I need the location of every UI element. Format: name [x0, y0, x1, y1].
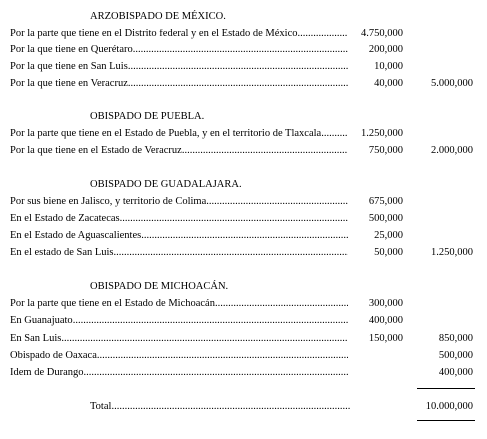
section-heading: OBISPADO DE MICHOACÁN.: [90, 281, 229, 292]
row-amount: 10,000: [374, 61, 403, 72]
row-label: En Guanajuato .....: [10, 316, 348, 327]
total-underline: [417, 420, 475, 421]
row-subtotal: 400,000: [438, 367, 473, 378]
ledger-row: [10, 368, 480, 380]
row-amount: 150,000: [368, 333, 403, 344]
row-label: Obispado de Oaxaca .....: [10, 351, 348, 362]
row-label: Por la parte que tiene en el Estado de Michoacán .....: [10, 299, 348, 310]
ledger-row: [10, 248, 480, 260]
row-amount: 4.750,000: [361, 28, 403, 39]
row-amount: 750,000: [368, 145, 403, 156]
row-label: En el Estado de Aguascalientes .....: [10, 231, 348, 242]
ledger-row: [10, 79, 480, 91]
row-amount: 675,000: [368, 196, 403, 207]
ledger-row: [10, 351, 480, 363]
sum-rule: [417, 388, 475, 389]
ledger-row: [10, 29, 480, 41]
section-heading: OBISPADO DE PUEBLA.: [90, 111, 205, 122]
row-subtotal: 500,000: [438, 350, 473, 361]
row-amount: 40,000: [374, 78, 403, 89]
row-amount: 300,000: [368, 298, 403, 309]
row-amount: 25,000: [374, 230, 403, 241]
row-label: Por la parte que tiene en el Estado de Puebla, y en el territorio de Tlaxcala .....: [10, 129, 348, 140]
row-subtotal: 850,000: [438, 333, 473, 344]
row-amount: 50,000: [374, 247, 403, 258]
ledger-row: [10, 197, 480, 209]
ledger-row: [10, 231, 480, 243]
section-heading: ARZOBISPADO DE MÉXICO.: [90, 11, 226, 22]
row-label: Idem de Durango .....: [10, 368, 348, 379]
ledger-row: [10, 129, 480, 141]
row-label: En San Luis .....: [10, 334, 348, 345]
row-subtotal: 2.000,000: [431, 145, 473, 156]
row-subtotal: 5.000,000: [431, 78, 473, 89]
row-amount: 1.250,000: [361, 128, 403, 139]
row-amount: 500,000: [368, 213, 403, 224]
ledger-row: [10, 334, 480, 346]
row-label: En el estado de San Luis .....: [10, 248, 348, 259]
ledger-row: [10, 214, 480, 226]
section-heading: OBISPADO DE GUADALAJARA.: [90, 179, 242, 190]
ledger-row: [10, 45, 480, 57]
total-row: [10, 402, 480, 414]
ledger-row: [10, 299, 480, 311]
row-amount: 200,000: [368, 44, 403, 55]
row-label: Por la que tiene en el Estado de Veracruz .....: [10, 146, 348, 157]
row-label: Por la que tiene en San Luis .....: [10, 62, 348, 73]
total-label: Total .....: [90, 402, 350, 413]
row-subtotal: 1.250,000: [431, 247, 473, 258]
ledger-row: [10, 316, 480, 328]
row-label: Por sus biene en Jalisco, y territorio de Colima .....: [10, 197, 348, 208]
row-label: Por la que tiene en Querétaro .....: [10, 45, 348, 56]
row-label: Por la que tiene en Veracruz .....: [10, 79, 348, 90]
ledger-row: [10, 146, 480, 158]
total-value: 10.000,000: [425, 401, 473, 412]
ledger-row: [10, 62, 480, 74]
row-label: En el Estado de Zacatecas .....: [10, 214, 348, 225]
row-amount: 400,000: [368, 315, 403, 326]
row-label: Por la parte que tiene en el Distrito federal y en el Estado de México .....: [10, 29, 348, 40]
